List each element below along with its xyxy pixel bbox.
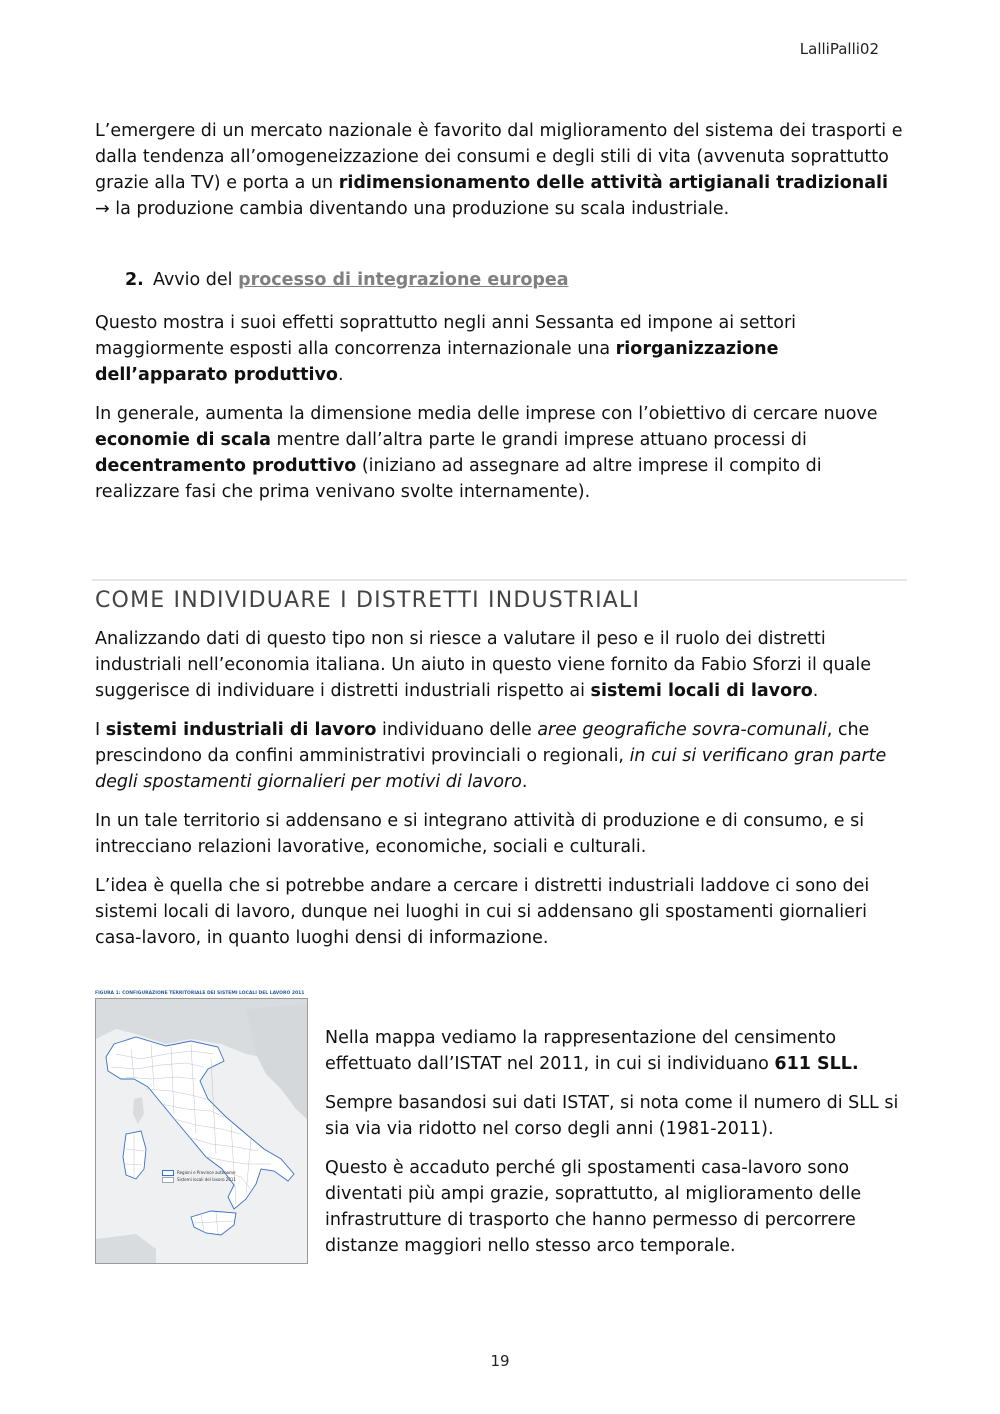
integration-link[interactable]: processo di integrazione europea bbox=[238, 270, 569, 290]
legend-item: Regioni e Province autonome bbox=[162, 1169, 252, 1176]
paragraph: Questo mostra i suoi effetti soprattutto negli anni Sessanta ed impone ai settori maggiormente esposti alla concorrenza internazionale una riorganizzazione dell’apparato produttivo. bbox=[95, 313, 797, 385]
numbered-list-item: 2. Avvio del processo di integrazione europea bbox=[95, 267, 905, 293]
section-heading: COME INDIVIDUARE I DISTRETTI INDUSTRIALI bbox=[95, 588, 641, 613]
districts-section bbox=[95, 626, 905, 951]
section-divider bbox=[92, 579, 907, 581]
paragraph: Nella mappa vediamo la rappresentazione del censimento effettuato dall’ISTAT nel 2011, in cui si individuano 611 SLL. bbox=[325, 1028, 859, 1074]
paragraph: Sempre basandosi sui dati ISTAT, si nota come il numero di SLL si sia via via ridotto nel corso degli anni (1981-2011). bbox=[325, 1093, 899, 1139]
paragraph: In un tale territorio si addensano e si integrano attività di produzione e di consumo, e si intrecciano relazioni lavorative, economiche, sociali e culturali. bbox=[95, 811, 865, 857]
italy-map-drawing bbox=[96, 999, 307, 1263]
sll-map-figure bbox=[95, 990, 308, 1264]
paragraph: In generale, aumenta la dimensione media delle imprese con l’obiettivo di cercare nuove economie di scala mentre dall’altra parte le grandi imprese attuano processi di decentramento produttivo (iniziano ad assegnare ad altre imprese il compito di realizzare fasi che prima venivano svolte internamente). bbox=[95, 404, 878, 502]
list-number: 2. bbox=[125, 270, 144, 290]
intro-section bbox=[95, 118, 905, 505]
paragraph: I sistemi industriali di lavoro individuano delle aree geografiche sovra-comunali, che prescindono da confini amministrativi provinciali o regionali, in cui si verificano gran parte degli spostamenti giornalieri per motivi di lavoro. bbox=[95, 720, 887, 792]
map-commentary bbox=[325, 1025, 905, 1259]
paragraph: L’emergere di un mercato nazionale è favorito dal miglioramento del sistema dei trasporti e dalla tendenza all’omogeneizzazione dei consumi e degli stili di vita (avvenuta soprattutto grazie alla TV) e porta a un ridimensionamento delle attività artigianali tradizionali → la produzione cambia diventando una produzione su scala industriale. bbox=[95, 121, 903, 219]
italy-map bbox=[95, 998, 308, 1264]
paragraph: Analizzando dati di questo tipo non si riesce a valutare il peso e il ruolo dei distretti industriali nell’economia italiana. Un aiuto in questo viene fornito da Fabio Sforzi il quale suggerisce di individuare i distretti industriali rispetto ai sistemi locali di lavoro. bbox=[95, 629, 871, 701]
page-number: 19 bbox=[490, 1352, 510, 1370]
figure-title: FIGURA 1: CONFIGURAZIONE TERRITORIALE DEI SISTEMI LOCALI DEL LAVORO 2011 bbox=[95, 991, 305, 996]
page-header: LalliPalli02 bbox=[799, 40, 879, 58]
arrow-icon: → bbox=[95, 199, 116, 219]
legend-item: Sistemi locali del lavoro 2011 bbox=[162, 1176, 252, 1183]
paragraph: Questo è accaduto perché gli spostamenti casa-lavoro sono diventati più ampi grazie, soprattutto, al miglioramento delle infrastrutture di trasporto che hanno permesso di percorrere distanze maggiori nello stesso arco temporale. bbox=[325, 1158, 862, 1256]
map-legend bbox=[162, 1169, 252, 1183]
legend-swatch bbox=[162, 1177, 174, 1183]
paragraph: L’idea è quella che si potrebbe andare a cercare i distretti industriali laddove ci sono dei sistemi locali di lavoro, dunque nei luoghi in cui si addensano gli spostamenti giornalieri casa-lavoro, in quanto luoghi densi di informazione. bbox=[95, 876, 870, 948]
